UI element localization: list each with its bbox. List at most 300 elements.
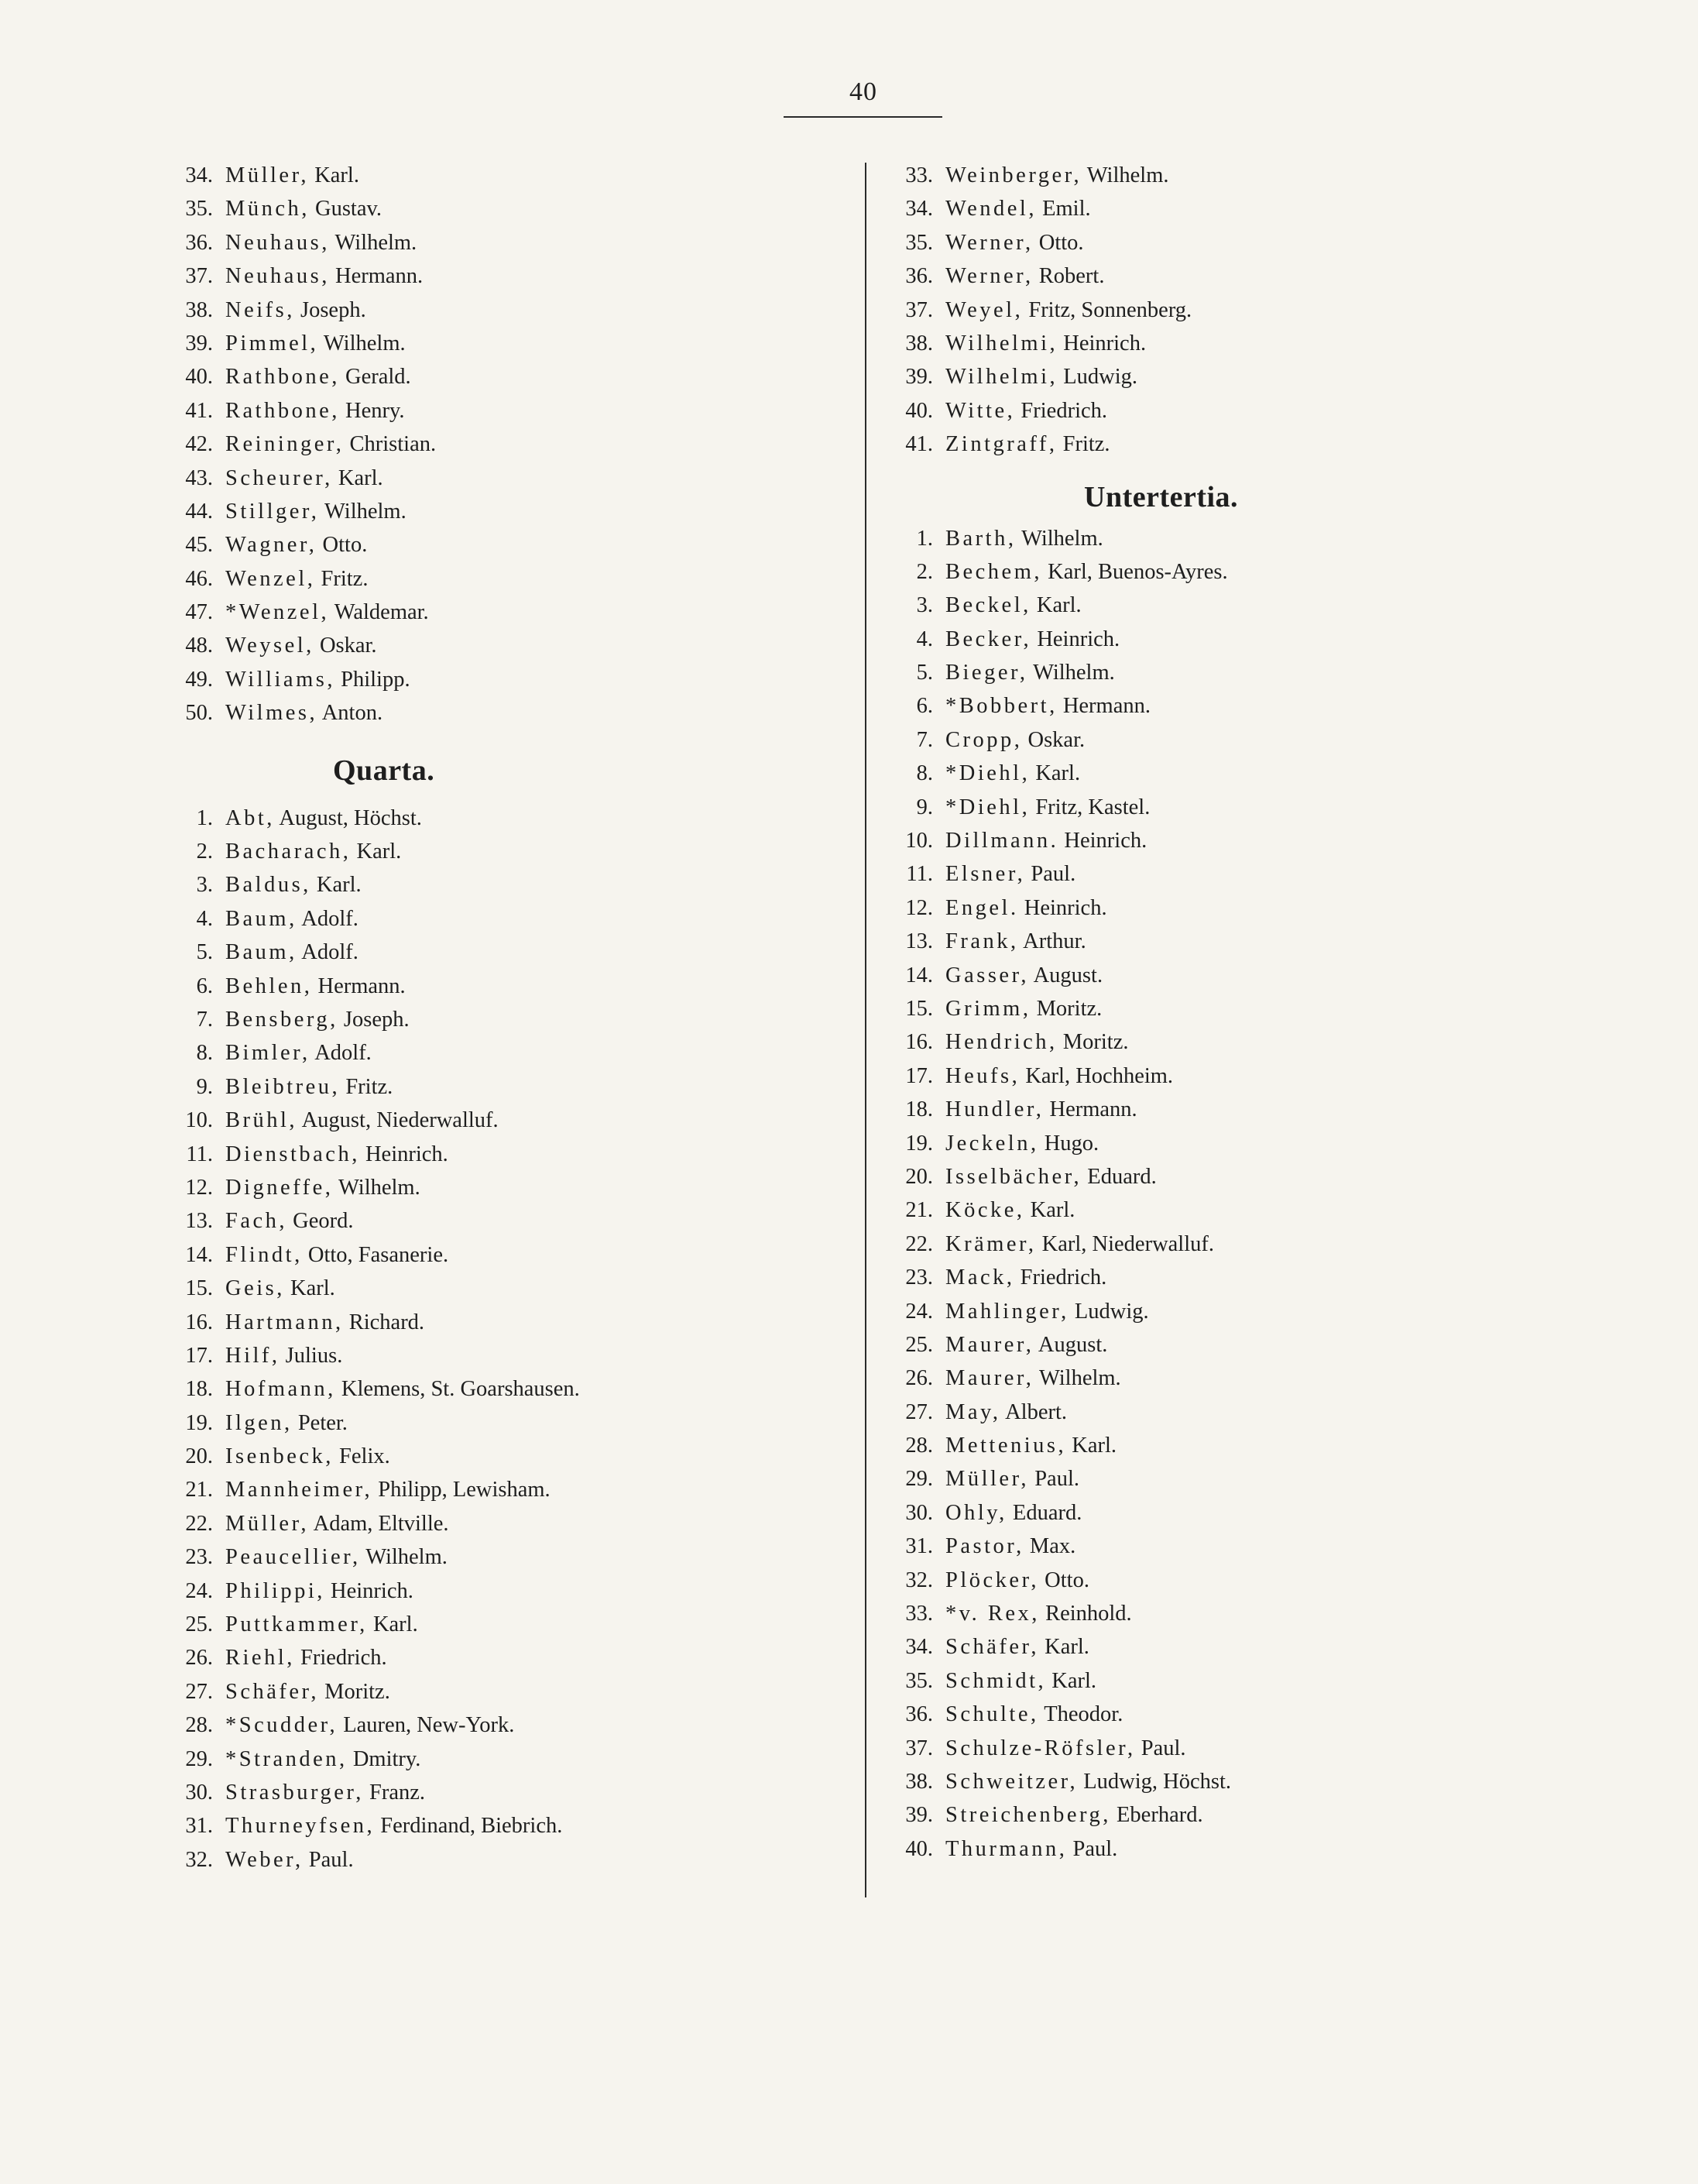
entry-text [213,1036,372,1070]
entry-number: 9. [196,1074,213,1099]
entry-text [213,1809,562,1842]
list-item [178,192,852,225]
entry-number: 36. [905,1702,933,1727]
list-item [178,294,852,327]
entry-given-name: August. [1034,1332,1108,1357]
entry-given-name: Peter. [292,1410,348,1435]
entry-text [933,723,1085,757]
entry-given-name: Adolf. [297,906,358,931]
entry-surname: Fach, [225,1209,288,1234]
entry-number: 35. [905,1668,933,1693]
right-list-untertertia [898,522,1672,1866]
entry-text [213,596,429,629]
entry-surname: Philippi, [225,1578,325,1603]
entry-given-name: Dmitry. [347,1746,421,1771]
entry-given-name: Theodor. [1038,1702,1123,1727]
list-item [178,394,852,428]
entry-text [213,159,359,192]
entry-number: 46. [185,566,213,591]
list-item [898,723,1672,757]
entry-number: 44. [185,499,213,524]
list-item [178,1306,852,1339]
entry-given-name: Karl. [1046,1668,1097,1693]
entry-surname: Dillmann. [945,829,1059,853]
entry-number: 39. [905,1803,933,1828]
list-item [898,1429,1672,1462]
entry-text [933,1496,1082,1530]
entry-number: 20. [905,1164,933,1189]
entry-surname: Müller, [225,1511,310,1536]
entry-given-name: Karl, Hochheim. [1020,1063,1174,1088]
entry-given-name: Gustav. [309,197,382,221]
entry-number: 37. [905,297,933,322]
entry-surname: Neifs, [225,297,295,322]
entry-given-name: Christian. [344,432,437,457]
entry-text [213,970,406,1003]
entry-surname: Witte, [945,398,1016,423]
entry-given-name: Eberhard. [1110,1803,1203,1828]
entry-given-name: Paul. [1029,1467,1079,1492]
list-item [178,1036,852,1070]
entry-surname: Baum, [225,940,297,965]
entry-given-name: Fritz. [340,1074,393,1099]
entry-given-name: Ludwig. [1058,365,1138,390]
entry-surname: Engel. [945,895,1019,920]
entry-given-name: Emil. [1036,197,1091,221]
entry-text [933,589,1082,622]
right-list-continued [898,159,1672,462]
entry-surname: Puttkammer, [225,1612,368,1637]
entry-text [213,1339,342,1372]
entry-number: 34. [905,197,933,221]
entry-text [933,1228,1214,1261]
entry-surname: Barth, [945,526,1017,551]
entry-number: 42. [185,432,213,457]
entry-text [933,1261,1106,1294]
entry-surname: *Stranden, [225,1746,348,1771]
entry-number: 34. [185,163,213,187]
entry-number: 40. [905,1836,933,1861]
entry-surname: Schäfer, [225,1679,320,1704]
list-item [898,791,1672,824]
list-item [898,226,1672,259]
entry-text [933,1698,1123,1731]
entry-text [213,868,362,901]
entry-number: 39. [185,331,213,355]
entry-surname: Neuhaus, [225,264,330,289]
entry-number: 12. [185,1175,213,1200]
entry-number: 25. [185,1612,213,1637]
list-item [178,1372,852,1406]
entry-number: 22. [905,1231,933,1256]
list-item [178,1708,852,1742]
entry-text [933,294,1192,327]
entry-number: 3. [916,593,933,618]
entry-given-name: Heinrich. [1018,895,1107,920]
entry-given-name: Otto. [1033,230,1084,255]
list-item [178,1608,852,1641]
list-item [898,992,1672,1025]
entry-given-name: Reinhold. [1039,1602,1132,1626]
entry-surname: Weyel, [945,297,1024,322]
entry-text [933,791,1150,824]
entry-text [213,902,358,936]
list-item [178,226,852,259]
entry-given-name: Karl. [1031,593,1082,618]
entry-text [213,1743,420,1776]
entry-surname: Isenbeck, [225,1444,334,1469]
entry-text [213,562,368,596]
entry-text [213,394,404,428]
entry-text [213,528,367,561]
entry-number: 35. [905,230,933,255]
entry-number: 21. [905,1198,933,1223]
list-item [898,689,1672,723]
entry-number: 27. [185,1679,213,1704]
entry-given-name: Lauren, New-York. [338,1713,515,1738]
entry-surname: Schulte, [945,1702,1039,1727]
list-item [898,259,1672,293]
entry-given-name: Philipp, Lewisham. [372,1478,551,1502]
entry-text [933,555,1228,589]
entry-text [213,663,410,696]
list-item [178,360,852,393]
entry-given-name: Hermann. [312,974,406,998]
entry-number: 31. [185,1814,213,1839]
section-heading-quarta: Quarta. [333,754,435,787]
entry-number: 13. [185,1209,213,1234]
list-item [898,824,1672,857]
entry-number: 7. [196,1007,213,1032]
list-item [898,394,1672,428]
entry-number: 17. [905,1063,933,1088]
entry-text [933,259,1104,293]
list-item [178,495,852,528]
list-item [898,428,1672,461]
list-item [898,1765,1672,1798]
page-number-rule [784,116,942,118]
entry-text [213,1608,418,1641]
left-list-quarta [178,802,852,1877]
entry-surname: Flindt, [225,1242,303,1267]
entry-number: 30. [905,1500,933,1525]
entry-text [933,1597,1132,1630]
entry-number: 10. [905,829,933,853]
entry-surname: Mannheimer, [225,1478,373,1502]
entry-surname: Wilhelmi, [945,365,1058,390]
entry-text [213,835,401,868]
entry-number: 33. [905,1602,933,1626]
entry-surname: Plöcker, [945,1568,1040,1592]
entry-given-name: Karl, Niederwalluf. [1036,1231,1215,1256]
list-item [178,462,852,495]
entry-number: 11. [906,862,933,887]
list-item [178,1339,852,1372]
list-item [178,663,852,696]
entry-number: 32. [185,1847,213,1872]
entry-surname: Bacharach, [225,840,352,864]
entry-text [213,802,422,835]
entry-given-name: Albert. [1000,1399,1068,1424]
list-item [898,925,1672,958]
entry-text [213,1675,390,1708]
entry-text [213,327,406,360]
list-item [898,555,1672,589]
entry-given-name: Friedrich. [1015,398,1108,423]
entry-text [933,857,1075,891]
entry-given-name: Karl. [1066,1434,1117,1458]
entry-number: 30. [185,1780,213,1805]
entry-number: 5. [196,940,213,965]
entry-number: 39. [905,365,933,390]
entry-number: 15. [905,996,933,1021]
entry-given-name: Otto. [317,533,368,558]
entry-surname: Zintgraff, [945,432,1058,457]
entry-text [933,428,1110,461]
list-item [898,1160,1672,1193]
entry-text [933,192,1091,225]
list-item [898,1328,1672,1362]
left-list-continued [178,159,852,730]
entry-given-name: Wilhelm. [360,1545,448,1570]
entry-surname: Reininger, [225,432,345,457]
list-item [898,1093,1672,1126]
list-item [178,1440,852,1473]
entry-number: 2. [196,840,213,864]
entry-number: 17. [185,1343,213,1368]
entry-number: 38. [905,1769,933,1794]
entry-given-name: Hermann. [329,264,424,289]
entry-number: 18. [185,1377,213,1402]
entry-surname: Rathbone, [225,398,340,423]
entry-given-name: Max. [1024,1534,1076,1559]
entry-number: 36. [905,264,933,289]
entry-text [213,1171,420,1204]
entry-number: 16. [905,1030,933,1055]
entry-number: 50. [185,701,213,726]
entry-number: 24. [185,1578,213,1603]
list-item [898,857,1672,891]
entry-given-name: Wilhelm. [1034,1366,1121,1391]
entry-given-name: Heinrich. [359,1142,448,1166]
entry-surname: Thurmann, [945,1836,1068,1861]
list-item [178,1138,852,1171]
entry-text [213,1306,424,1339]
list-item [898,1295,1672,1328]
entry-number: 4. [916,627,933,651]
entry-surname: Bimler, [225,1041,310,1066]
entry-text [933,1160,1157,1193]
entry-surname: *Scudder, [225,1713,338,1738]
entry-number: 38. [905,331,933,355]
entry-number: 18. [905,1097,933,1122]
entry-number: 21. [185,1478,213,1502]
list-item [898,623,1672,656]
entry-number: 26. [905,1366,933,1391]
entry-number: 16. [185,1310,213,1334]
entry-text [933,1832,1117,1866]
entry-number: 25. [905,1332,933,1357]
entry-given-name: Waldemar. [329,600,429,625]
entry-number: 29. [905,1467,933,1492]
entry-given-name: Otto, Fasanerie. [302,1242,449,1267]
entry-given-name: August, Höchst. [274,805,422,830]
entry-surname: *Diehl, [945,795,1031,819]
list-item [178,1743,852,1776]
entry-given-name: Ludwig. [1069,1299,1149,1324]
entry-text [213,360,411,393]
entry-surname: Peaucellier, [225,1545,361,1570]
entry-number: 47. [185,600,213,625]
entry-given-name: Wilhelm. [333,1175,420,1200]
entry-surname: Maurer, [945,1332,1034,1357]
entry-text [213,1843,354,1877]
entry-given-name: Ludwig, Höchst. [1078,1769,1231,1794]
entry-surname: Abt, [225,805,275,830]
entry-given-name: Karl. [1039,1635,1089,1660]
entry-number: 4. [196,906,213,931]
list-item [898,1362,1672,1395]
list-item [898,1630,1672,1664]
entry-text [933,1193,1075,1227]
entry-given-name: Wilhelm. [1082,163,1169,187]
list-item [178,902,852,936]
entry-given-name: Paul. [303,1847,354,1872]
entry-given-name: Joseph. [294,297,366,322]
entry-text [933,327,1146,360]
list-item [178,1070,852,1104]
list-item [898,757,1672,790]
list-item [898,1193,1672,1227]
entry-text [933,360,1137,393]
list-item [898,159,1672,192]
entry-given-name: Karl. [332,465,383,490]
entry-surname: Digneffe, [225,1175,334,1200]
entry-given-name: Adam, Eltville. [309,1511,449,1536]
entry-text [213,696,382,730]
entry-text [933,1127,1099,1160]
entry-given-name: Eduard. [1082,1164,1157,1189]
list-item [898,1564,1672,1597]
entry-surname: Dienstbach, [225,1142,360,1166]
entry-text [213,226,417,259]
entry-surname: Jeckeln, [945,1131,1039,1156]
entry-given-name: Fritz. [1057,432,1110,457]
entry-surname: Baum, [225,906,297,931]
entry-text [213,1574,413,1608]
list-item [898,1664,1672,1698]
entry-given-name: Richard. [343,1310,425,1334]
entry-text [933,1462,1079,1495]
entry-surname: Wilmes, [225,701,318,726]
entry-given-name: Moritz. [319,1679,390,1704]
entry-surname: Rathbone, [225,365,340,390]
entry-given-name: Karl. [1030,761,1081,786]
entry-surname: Bieger, [945,661,1028,685]
entry-surname: *Diehl, [945,761,1031,786]
right-column [898,159,1672,1866]
entry-surname: Schmidt, [945,1668,1047,1693]
entry-surname: Weber, [225,1847,304,1872]
entry-number: 14. [905,963,933,987]
entry-surname: Maurer, [945,1366,1034,1391]
entry-text [933,925,1086,958]
entry-text [933,689,1151,723]
entry-number: 1. [196,805,213,830]
list-item [178,1204,852,1238]
entry-given-name: Hermann. [1044,1097,1137,1122]
list-item [178,1003,852,1036]
list-item [178,936,852,969]
entry-text [933,1765,1231,1798]
entry-text [213,1708,514,1742]
entry-text [213,1473,551,1506]
entry-text [933,1564,1089,1597]
entry-surname: Hundler, [945,1097,1045,1122]
entry-number: 48. [185,634,213,658]
entry-text [933,522,1103,555]
entry-text [213,1641,387,1674]
list-item [178,1473,852,1506]
entry-number: 23. [185,1545,213,1570]
entry-surname: Thurneyfsen, [225,1814,376,1839]
entry-text [933,1093,1137,1126]
entry-number: 41. [185,398,213,423]
entry-text [213,259,423,293]
entry-text [933,1025,1129,1059]
entry-number: 2. [916,559,933,584]
entry-surname: Werner, [945,264,1034,289]
entry-surname: Weinberger, [945,163,1082,187]
entry-number: 24. [905,1299,933,1324]
entry-surname: Hofmann, [225,1377,336,1402]
entry-number: 14. [185,1242,213,1267]
entry-surname: *Wenzel, [225,600,330,625]
entry-surname: Wenzel, [225,566,316,591]
entry-given-name: Moritz. [1057,1030,1129,1055]
entry-given-name: Heinrich. [1058,829,1147,853]
entry-surname: Mack, [945,1265,1015,1290]
list-item [898,1496,1672,1530]
list-item [898,192,1672,225]
list-item [178,159,852,192]
entry-given-name: Joseph. [338,1007,410,1032]
entry-given-name: Otto. [1039,1568,1089,1592]
entry-text [933,891,1107,925]
entry-given-name: Karl. [284,1276,335,1301]
entry-number: 28. [905,1434,933,1458]
entry-number: 23. [905,1265,933,1290]
entry-number: 19. [185,1410,213,1435]
entry-surname: Strasburger, [225,1780,364,1805]
entry-number: 37. [905,1736,933,1760]
entry-number: 13. [905,929,933,954]
entry-number: 3. [196,873,213,898]
entry-text [933,394,1107,428]
entry-given-name: Heinrich. [1031,627,1120,651]
entry-surname: Hilf, [225,1343,280,1368]
list-item [178,835,852,868]
entry-number: 6. [916,694,933,719]
entry-surname: Wagner, [225,533,317,558]
entry-surname: Riehl, [225,1646,295,1671]
list-item [898,589,1672,622]
list-item [898,1530,1672,1563]
entry-surname: Scheurer, [225,465,333,490]
entry-number: 41. [905,432,933,457]
entry-given-name: Heinrich. [1058,331,1147,355]
entry-number: 20. [185,1444,213,1469]
